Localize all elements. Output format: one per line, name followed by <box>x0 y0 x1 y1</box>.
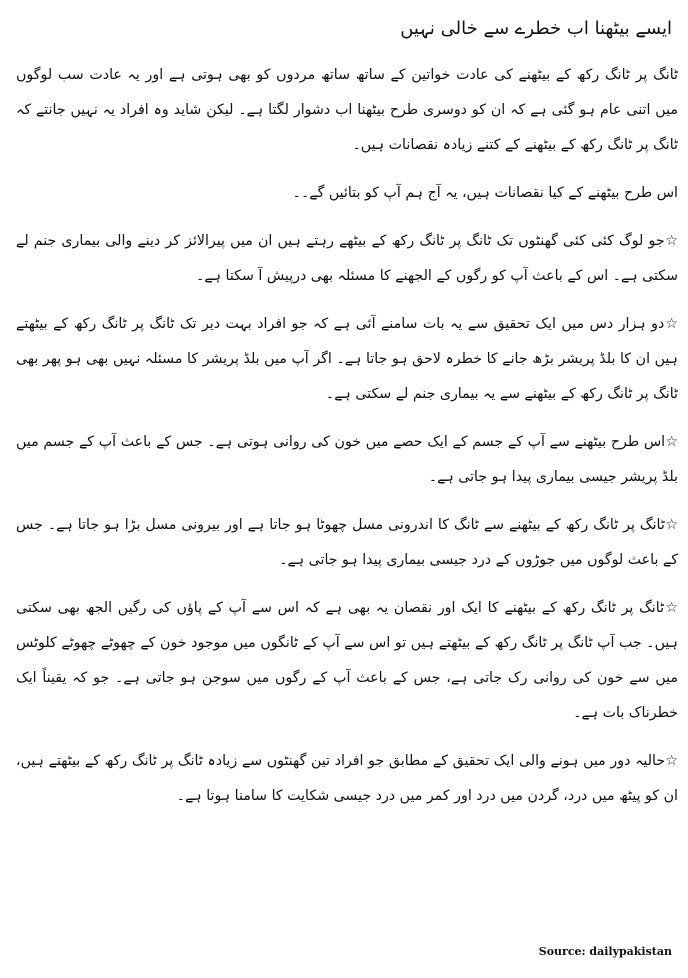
paragraph-lead: اس طرح بیٹھنے کے کیا نقصانات ہیں، یہ آج ہم آپ کو بتائیں گے۔۔ <box>292 185 678 201</box>
paragraph-paralysis: ☆جو لوگ کئی کئی گھنٹوں تک ٹانگ پر ٹانگ رکھ کے بیٹھے رہتے ہیں ان میں پیرالائز کر دینے والی بیماری جنم لے سکتی ہے۔ اس کے باعث آپ کو رگوں کے الجھنے کا مسئلہ بھی درپیش آ سکتا ہے۔ <box>16 233 678 284</box>
paragraph-blood-pressure-research: ☆دو ہزار دس میں ایک تحقیق سے یہ بات سامنے آئی ہے کہ جو افراد بہت دیر تک ٹانگ پر ٹانگ رکھ کے بیٹھتے ہیں ان کا بلڈ پریشر بڑھ جانے کا خطرہ لاحق ہو جاتا ہے۔ اگر آپ میں بلڈ پریشر کا مسئلہ نہیں بھی ہو پھر بھی ٹانگ پر ٹانگ رکھ کے بیٹھنے سے یہ بیماری جنم لے سکتی ہے۔ <box>16 316 678 402</box>
paragraph-blood-flow: ☆اس طرح بیٹھنے سے آپ کے جسم کے ایک حصے میں خون کی روانی ہوتی ہے۔ جس کے باعث آپ کے جسم میں بلڈ پریشر جیسی بیماری پیدا ہو جاتی ہے۔ <box>16 434 678 485</box>
source-credit: Source: dailypakistan <box>538 945 672 958</box>
article-title: ایسے بیٹھنا اب خطرے سے خالی نہیں <box>400 18 672 39</box>
paragraph-joint-pain: ☆ٹانگ پر ٹانگ رکھ کے بیٹھنے سے ٹانگ کا اندرونی مسل چھوٹا ہو جاتا ہے اور بیرونی مسل بڑا ہو جاتا ہے۔ جس کے باعث لوگوں میں جوڑوں کے درد جیسی بیماری پیدا ہو جاتی ہے۔ <box>16 517 678 568</box>
paragraph-veins: ☆ٹانگ پر ٹانگ رکھ کے بیٹھنے کا ایک اور نقصان یہ بھی ہے کہ اس سے آپ کے پاؤں کی رگیں الجھ بھی سکتی ہیں۔ جب آپ ٹانگ پر ٹانگ رکھ کے بیٹھتے ہیں تو اس سے آپ کے ٹانگوں میں موجود خون کے چھوٹے چھوٹے کلوٹس میں سے خون کی روانی رک جاتی ہے، جس کے باعث آپ کے رگوں میں سوجن ہو جاتی ہے۔ جو کہ یقیناً ایک خطرناک بات ہے۔ <box>16 600 678 721</box>
paragraph-intro: ٹانگ پر ٹانگ رکھ کے بیٹھنے کی عادت خواتین کے ساتھ ساتھ مردوں کو بھی ہوتی ہے اور یہ عادت سب لوگوں میں اتنی عام ہو گئی ہے کہ ان کو دوسری طرح بیٹھنا اب دشوار لگتا ہے۔ لیکن شاید وہ افراد یہ نہیں جانتے کہ ٹانگ پر ٹانگ رکھ کے بیٹھنے کے کتنے زیادہ نقصانات ہیں۔ <box>16 67 678 153</box>
paragraph-back-pain: ☆حالیہ دور میں ہونے والی ایک تحقیق کے مطابق جو افراد تین گھنٹوں سے زیادہ ٹانگ پر ٹانگ رکھ کے بیٹھتے ہیں، ان کو پیٹھ میں درد، گردن میں درد اور کمر میں درد جیسی شکایت کا سامنا ہوتا ہے۔ <box>16 753 678 804</box>
